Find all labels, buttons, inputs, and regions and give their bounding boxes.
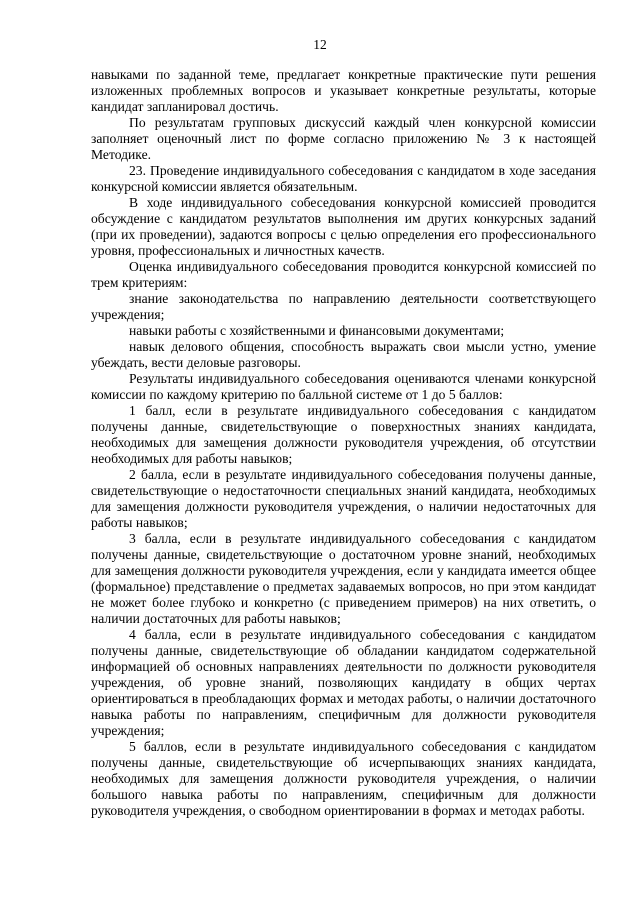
document-body [91, 67, 596, 819]
paragraph: навык делового общения, способность выражать свои мысли устно, умение убеждать, вести деловые разговоры. [91, 339, 596, 370]
paragraph: 23. Проведение индивидуального собеседования с кандидатом в ходе заседания конкурсной комиссии является обязательным. [91, 163, 596, 194]
paragraph: Результаты индивидуального собеседования оцениваются членами конкурсной комиссии по каждому критерию по балльной системе от 1 до 5 баллов: [91, 371, 596, 402]
paragraph: 3 балла, если в результате индивидуального собеседования с кандидатом получены данные, свидетельствующие о достаточном уровне знаний, необходимых для замещения должности руководителя учреждения, если у кандидата имеется общее (формальное) представление о предметах задаваемых вопросов, но при этом кандидат не может более глубоко и конкретно (с приведением примеров) на них ответить, о наличии достаточных для работы навыков; [91, 531, 596, 626]
paragraph: знание законодательства по направлению деятельности соответствующего учреждения; [91, 291, 596, 322]
paragraph: навыки работы с хозяйственными и финансовыми документами; [129, 323, 505, 338]
paragraph: В ходе индивидуального собеседования конкурсной комиссией проводится обсуждение с кандидатом результатов выполнения им других конкурсных заданий (при их проведении), задаются вопросы с целью определения его профессионального уровня, профессиональных и личностных качеств. [91, 195, 596, 258]
paragraph: По результатам групповых дискуссий каждый член конкурсной комиссии заполняет оценочный лист по форме согласно приложению № 3 к настоящей Методике. [91, 115, 596, 162]
paragraph: 5 баллов, если в результате индивидуального собеседования с кандидатом получены данные, свидетельствующие об исчерпывающих знаниях кандидата, необходимых для замещения должности руководителя учреждения, о наличии большого навыка работы по направлениям, специфичным для должности руководителя учреждения, о свободном ориентировании в формах и методах работы. [91, 739, 596, 818]
paragraph: 4 балла, если в результате индивидуального собеседования с кандидатом получены данные, свидетельствующие об обладании кандидатом содержательной информацией об основных направлениях деятельности по должности руководителя учреждения, об уровне знаний, позволяющих кандидату в общих чертах ориентироваться в преобладающих формах и методах работы, о наличии достаточного навыка работы по направлениям, специфичным для должности руководителя учреждения; [91, 627, 596, 738]
paragraph: 2 балла, если в результате индивидуального собеседования получены данные, свидетельствующие о недостаточности специальных знаний кандидата, необходимых для замещения должности руководителя учреждения, о наличии недостаточных для работы навыков; [91, 467, 596, 530]
paragraph: 1 балл, если в результате индивидуального собеседования с кандидатом получены данные, свидетельствующие о поверхностных знаниях кандидата, необходимых для замещения должности руководителя учреждения, об отсутствии необходимых для работы навыков; [91, 403, 596, 466]
paragraph: навыками по заданной теме, предлагает конкретные практические пути решения изложенных проблемных вопросов и указывает конкретные результаты, которые кандидат запланировал достичь. [91, 67, 596, 114]
page-number: 12 [313, 37, 327, 52]
paragraph: Оценка индивидуального собеседования проводится конкурсной комиссией по трем критериям: [91, 259, 596, 290]
